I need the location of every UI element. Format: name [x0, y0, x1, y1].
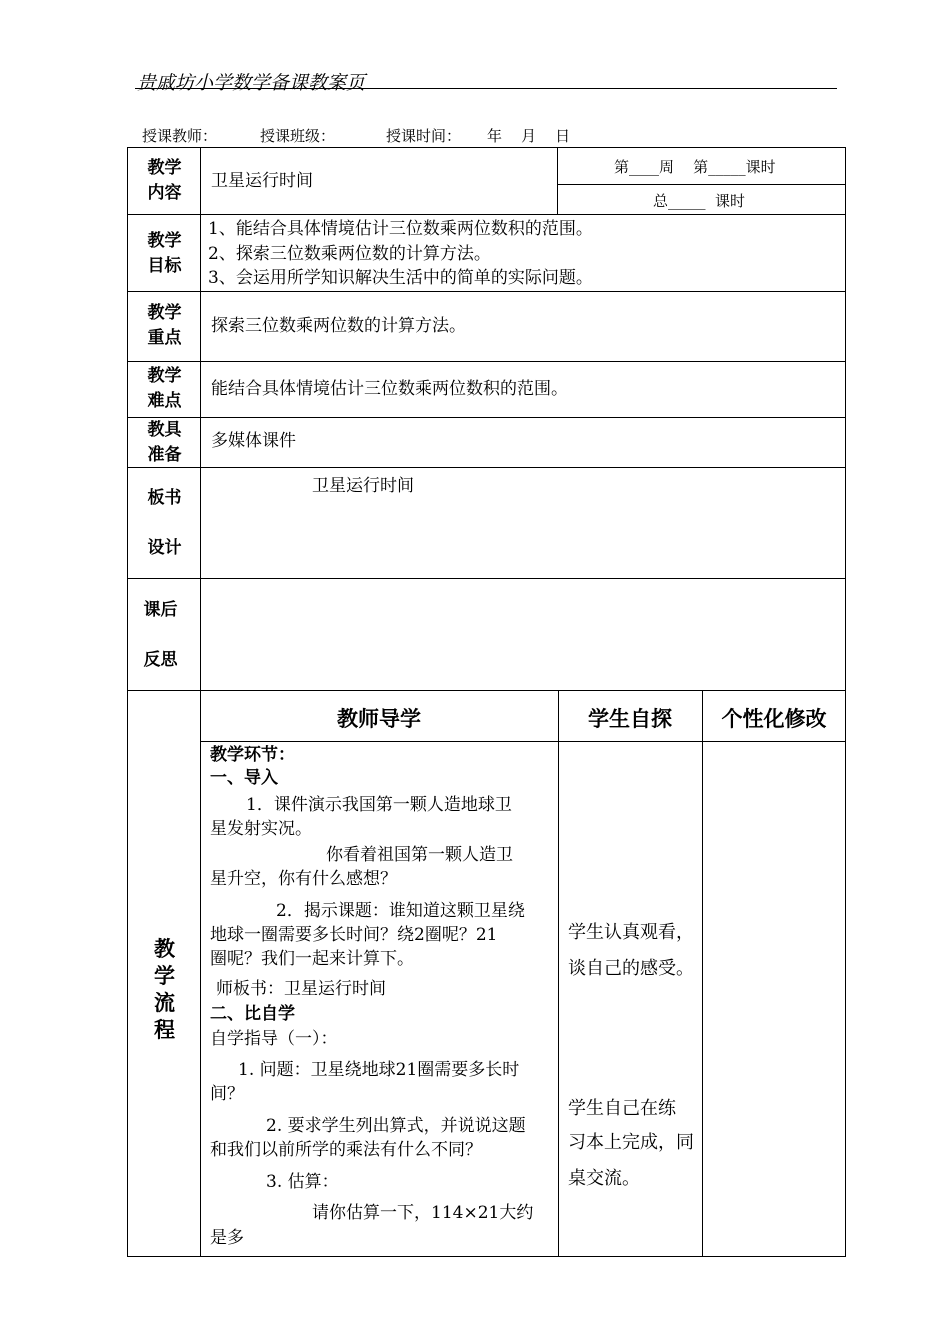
- key-point-label: 教学 重点: [147, 303, 182, 348]
- reflection-label: 课后: [143, 600, 178, 620]
- guide-line: 圈呢？我们一起来计算下。: [210, 949, 414, 969]
- flow-column-divider: [702, 690, 703, 1257]
- row-divider: [127, 690, 846, 691]
- guide-line: 间？: [210, 1084, 244, 1104]
- guide-line: 你看着祖国第一颗人造卫: [326, 845, 513, 865]
- student-note: 学生自己在练: [568, 1098, 676, 1119]
- difficulty-label: 教学 难点: [147, 366, 182, 411]
- week-period-field: 第____周 第_____课时: [614, 158, 776, 176]
- goals-label: 教学 目标: [147, 231, 182, 276]
- total-period-field: 总_____ 课时: [653, 192, 746, 210]
- student-note: 桌交流。: [568, 1168, 640, 1189]
- guide-line: 师板书：卫星运行时间: [216, 979, 386, 999]
- header-divider: [135, 88, 837, 89]
- row-divider: [127, 361, 846, 362]
- teacher-label: 授课教师：: [142, 127, 218, 145]
- date-units: 年 月 日: [487, 127, 571, 145]
- row-divider: [127, 291, 846, 292]
- student-note: 习本上完成，同: [568, 1132, 694, 1153]
- difficulty-value: 能结合具体情境估计三位数乘两位数积的范围。: [211, 379, 568, 399]
- student-note: 学生认真观看，: [568, 922, 694, 943]
- guide-line: 星发射实况。: [210, 819, 312, 839]
- content-split-divider: [557, 147, 558, 214]
- key-point-value: 探索三位数乘两位数的计算方法。: [211, 316, 466, 336]
- guide-line: 3. 估算：: [266, 1172, 339, 1192]
- goal-item: 2、探索三位数乘两位数的计算方法。: [208, 244, 491, 264]
- guide-line: 和我们以前所学的乘法有什么不同？: [210, 1140, 482, 1160]
- content-value: 卫星运行时间: [211, 171, 313, 191]
- goal-item: 3、会运用所学知识解决生活中的简单的实际问题。: [208, 268, 593, 288]
- guide-line: 是多: [210, 1228, 244, 1248]
- guide-line: 1．课件演示我国第一颗人造地球卫: [246, 795, 512, 815]
- row-divider: [127, 467, 846, 468]
- flow-column-divider: [558, 690, 559, 1257]
- row-divider: [127, 578, 846, 579]
- tools-value: 多媒体课件: [211, 431, 296, 451]
- guide-line: 星升空，你有什么感想？: [210, 869, 397, 889]
- board-label: 板书: [147, 488, 182, 508]
- content-label: 教学 内容: [147, 158, 182, 203]
- guide-line: 地球一圈需要多长时间？绕2圈呢？21: [210, 925, 498, 945]
- guide-line: 请你估算一下，114×21大约: [312, 1203, 534, 1223]
- row-divider: [127, 214, 846, 215]
- row-divider: [127, 417, 846, 418]
- reflection-label: 反思: [143, 650, 178, 670]
- board-label: 设计: [147, 538, 182, 558]
- guide-line: 自学指导（一）：: [210, 1029, 338, 1049]
- section-heading: 二、比自学: [210, 1004, 295, 1024]
- time-label: 授课时间：: [386, 127, 462, 145]
- row-divider: [200, 741, 846, 742]
- guide-line: 2. 要求学生列出算式，并说说这题: [266, 1116, 526, 1136]
- col-header-modify: 个性化修改: [721, 707, 827, 731]
- board-value: 卫星运行时间: [312, 476, 414, 496]
- goal-item: 1、能结合具体情境估计三位数乘两位数积的范围。: [208, 219, 593, 239]
- guide-line: 2．揭示课题：谁知道这颗卫星绕: [276, 901, 525, 921]
- student-note: 谈自己的感受。: [568, 958, 694, 979]
- col-header-teacher: 教师导学: [337, 707, 421, 731]
- flow-label: 教 学 流 程: [154, 937, 175, 1042]
- steps-heading: 教学环节：: [210, 745, 295, 765]
- section-heading: 一、导入: [210, 768, 278, 788]
- guide-line: 1. 问题：卫星绕地球21圈需要多长时: [238, 1060, 520, 1080]
- class-label: 授课班级：: [260, 127, 336, 145]
- content-split-divider: [557, 184, 846, 185]
- page-header-title: 贵戚坊小学数学备课教案页: [137, 72, 366, 94]
- tools-label: 教具 准备: [147, 420, 182, 465]
- col-header-student: 学生自探: [588, 707, 672, 731]
